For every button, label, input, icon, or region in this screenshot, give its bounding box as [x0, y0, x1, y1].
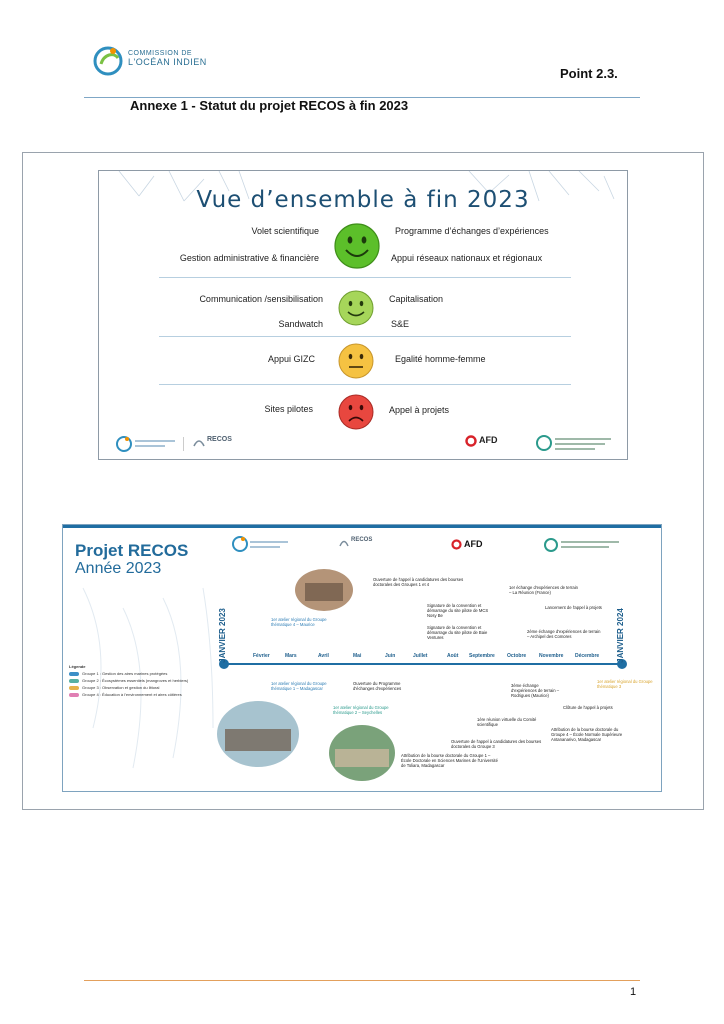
timeline-slide	[62, 524, 662, 792]
legend-swatch	[69, 672, 79, 676]
overview-slide	[98, 170, 628, 460]
neutral-smiley-icon	[337, 342, 375, 380]
month-label: Août	[447, 653, 459, 659]
status-label: Appui GIZC	[267, 354, 315, 364]
afd-logo-text: AFD	[479, 435, 498, 445]
recos-logo-text: RECOS	[207, 436, 232, 443]
status-label: Appui réseaux nationaux et régionaux	[391, 253, 543, 263]
logo-separator	[183, 437, 184, 451]
afd-logo-icon	[465, 435, 477, 447]
timeline-event: Ouverture du Programme d'échanges d'expériences	[353, 681, 402, 691]
status-label: Communication /sensibilisation	[199, 294, 323, 304]
legend-item: Groupe 2 : Écosystèmes essentiels (mangroves et herbiers)	[69, 677, 229, 684]
sad-smiley-icon	[337, 393, 375, 431]
recos-logo-text: RECOS	[351, 537, 373, 543]
status-label: Sites pilotes	[264, 404, 313, 414]
timeline-event: Lancement de l'appel à projets	[545, 605, 602, 610]
footer-divider	[84, 980, 640, 981]
timeline-subtitle: Année 2023	[75, 560, 162, 577]
ffem-logo-icon	[535, 434, 615, 452]
timeline-axis	[223, 663, 625, 665]
timeline-event: 2ème échange d'expériences de terrain – Archipel des Comores	[527, 629, 601, 639]
group-photo-image	[295, 569, 353, 611]
timeline-event: 1er échange d'expériences de terrain – La Réunion (France)	[509, 585, 579, 595]
month-label: Octobre	[507, 653, 527, 659]
ffem-logo-icon	[543, 537, 623, 553]
point-label: Point 2.3.	[560, 66, 618, 81]
status-label: Gestion administrative & financière	[179, 253, 319, 263]
recos-logo-icon	[193, 436, 205, 450]
month-label: Décembre	[575, 653, 600, 659]
month-label: Février	[253, 653, 270, 659]
afd-logo-text: AFD	[464, 539, 483, 549]
month-label: Novembre	[539, 653, 564, 659]
happy-smiley-icon	[337, 289, 375, 327]
timeline-start-label: JANVIER 2023	[217, 608, 227, 663]
status-label: Capitalisation	[389, 294, 444, 304]
status-label: Appel à projets	[389, 405, 450, 415]
month-label: Mars	[285, 653, 297, 659]
timeline-event: Ouverture de l'appel à candidatures des bourses doctorales des Groupes 1 et 4	[373, 577, 464, 587]
legend-item: Groupe 4 : Éducation à l'environnement et aires côtières	[69, 691, 229, 698]
recos-logo-icon	[339, 537, 349, 549]
coi-logo-icon	[92, 44, 124, 76]
timeline-event: 3ème échange d'expériences de terrain – Rodrigues (Maurice)	[511, 683, 560, 698]
timeline-event: Clôture de l'appel à projets	[563, 705, 613, 710]
legend-swatch	[69, 686, 79, 690]
month-label: Mai	[353, 653, 362, 659]
timeline-event: Ouverture de l'appel à candidatures des bourses doctorales du Groupe 3	[451, 739, 542, 749]
timeline-event: 1er atelier régional du Groupe thématique 3	[597, 679, 653, 689]
row-divider	[159, 384, 571, 385]
month-label: Juillet	[413, 653, 428, 659]
status-label: Volet scientifique	[251, 226, 319, 236]
timeline-event: 1ère réunion virtuelle du Comité scientifique	[477, 717, 537, 727]
legend-item: Groupe 3 : Observation et gestion du littoral	[69, 684, 229, 691]
page-number: 1	[630, 986, 637, 998]
row-divider	[159, 277, 571, 278]
group-photo-image	[329, 725, 395, 781]
timeline-event: Attribution de la bourse doctorale du Groupe 4 – École Normale Supérieure Antananarivo, Madagascar	[551, 727, 623, 742]
month-label: Juin	[385, 653, 396, 659]
status-label: S&E	[391, 319, 410, 329]
very-happy-smiley-icon	[333, 222, 381, 270]
status-label: Egalité homme-femme	[395, 354, 486, 364]
timeline-event: 1er atelier régional du Groupe thématique 2 – Seychelles	[333, 705, 389, 715]
timeline-title: Projet RECOS	[75, 541, 189, 560]
org-name: COMMISSION DE L'OCÉAN INDIEN	[128, 50, 207, 67]
month-label: Septembre	[469, 653, 495, 659]
legend-swatch	[69, 693, 79, 697]
timeline-end-label: JANVIER 2024	[615, 608, 625, 663]
legend-swatch	[69, 679, 79, 683]
legend-item: Groupe 1 : Gestion des aires marines protégées	[69, 670, 229, 677]
timeline-event: 1er atelier régional du Groupe thématique 1 – Madagascar	[271, 681, 327, 691]
annex-title: Annexe 1 - Statut du projet RECOS à fin 2023	[130, 98, 409, 113]
group-photo-image	[217, 701, 299, 767]
timeline-event: Attribution de la bourse doctorale du Groupe 1 – École Doctorale en Sciences Marines de l'Université de Toliara, Madagascar	[401, 753, 498, 768]
timeline-event: Signature de la convention et démarrage du site pilote de Baie Ventures	[427, 625, 488, 640]
afd-logo-icon	[451, 539, 462, 550]
status-label: Programme d’échanges d’expériences	[395, 226, 549, 236]
month-label: Avril	[318, 653, 329, 659]
status-label: Sandwatch	[278, 319, 323, 329]
coi-logo-icon	[115, 435, 179, 453]
legend	[69, 663, 229, 698]
timeline-event: Signature de la convention et démarrage du site pilote de MCS Nosy Be	[427, 603, 489, 618]
legend-title: Légende	[69, 664, 86, 669]
timeline-event: 1er atelier régional du Groupe thématique 4 – Maurice	[271, 617, 327, 627]
coi-logo-icon	[231, 535, 291, 553]
overview-title: Vue d’ensemble à fin 2023	[196, 187, 530, 213]
row-divider	[159, 336, 571, 337]
